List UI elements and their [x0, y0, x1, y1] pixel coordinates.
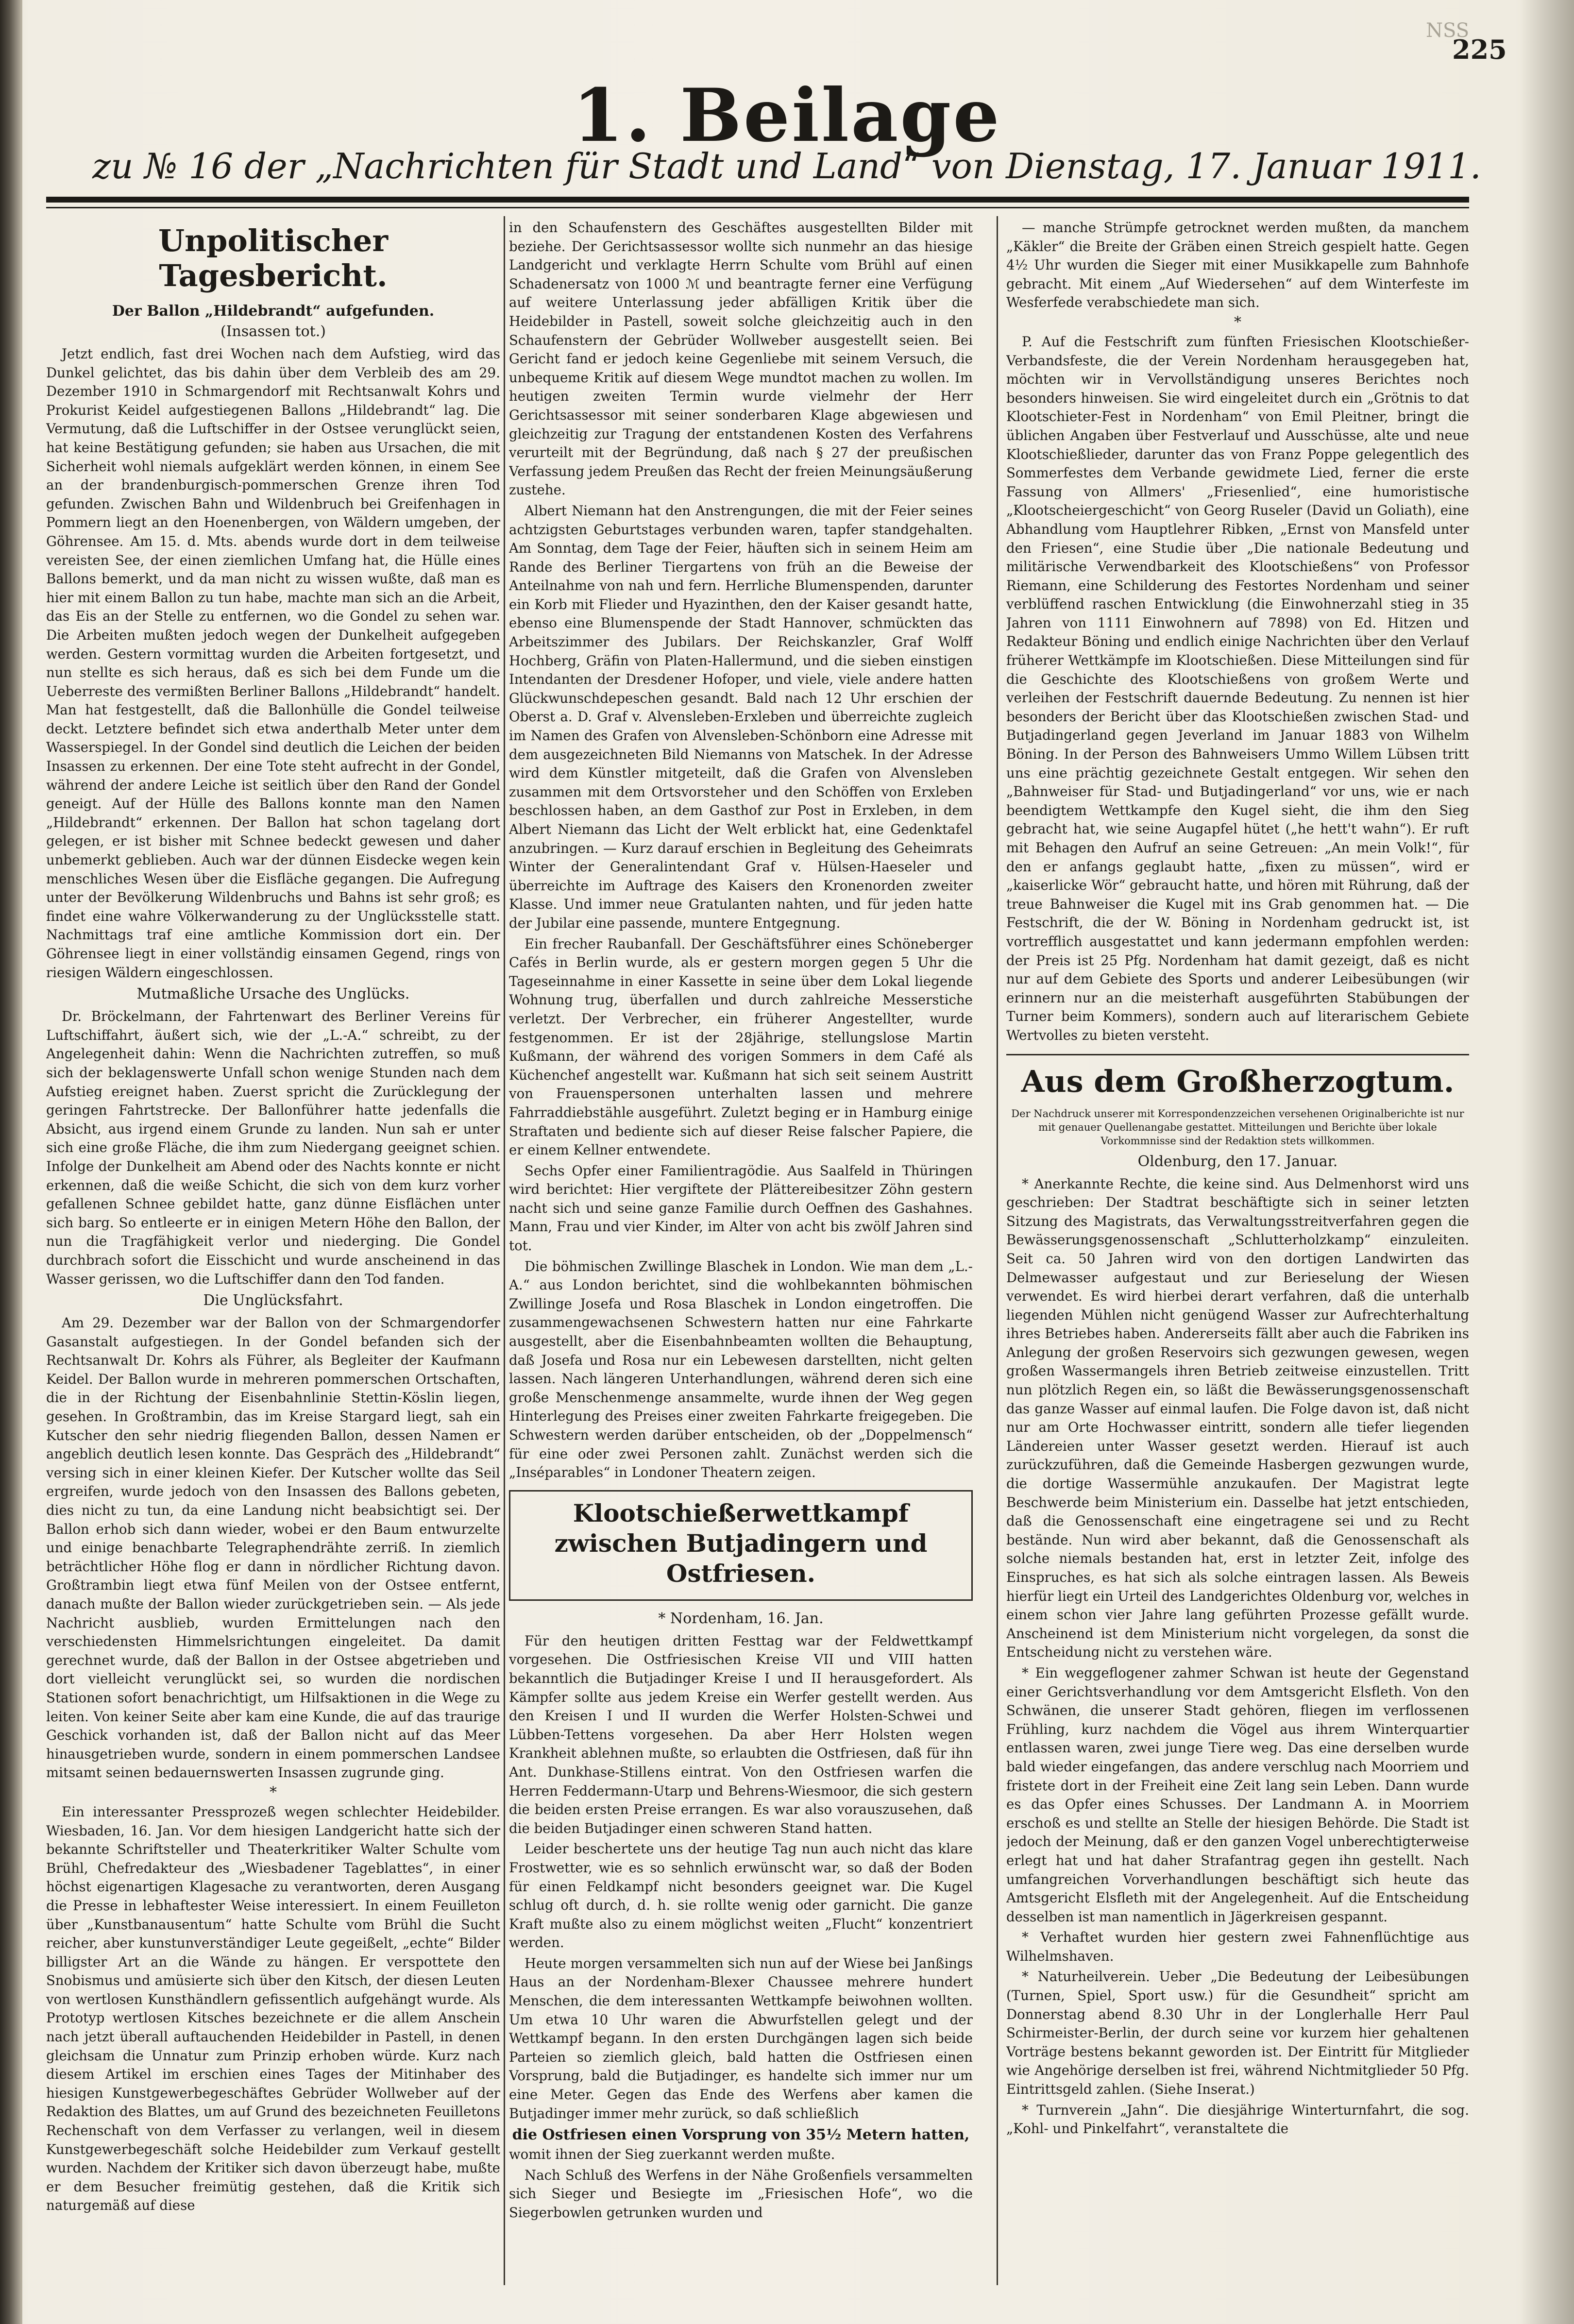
column-divider — [504, 216, 505, 2285]
supplement-title: 1. Beilage — [573, 73, 1001, 158]
column-3 — [1006, 219, 1469, 2288]
dateline: * Nordenham, 16. Jan. — [658, 1610, 824, 1627]
article-subhead: Die Unglücksfahrt. — [203, 1292, 343, 1309]
header-rule-thick — [46, 197, 1469, 203]
article-subhead: (Insassen tot.) — [220, 323, 326, 340]
supplement-subtitle: zu № 16 der „Nachrichten für Stadt und Land“ von Dienstag, 17. Januar 1911. — [92, 146, 1481, 187]
separator-star: * — [1234, 313, 1241, 331]
article-paragraph: Sechs Opfer einer Familientragödie. Aus Saalfeld in Thüringen wird berichtet: Hier vergiftete der Plättereibesitzer Zöhn gestern nacht sich und seine ganze Familie durch Oeffnen des Gashahnes. Mann, Frau und vier Kinder, im Alter von acht bis zwölf Jahren sind tot. — [509, 1162, 973, 1254]
article-paragraph: Ein frecher Raubanfall. Der Geschäftsführer eines Schöneberger Cafés in Berlin wurde, als er gestern morgen gegen 5 Uhr die Tageseinnahme in einer Kassette in seine über dem Lokal liegende Wohnung trug, überfallen und durch zahlreiche Messerstiche verletzt. Der Verbrecher, ein früherer Angestellter, wurde festgenommen. Er ist der 28jährige, stellungslose Martin Kußmann, der während des vorigen Sommers in dem Café als Küchenchef angestellt war. Kußmann hat sich seit seinem Austritt von Frauenspersonen unterhalten lassen und mehrere Fahrraddiebstähle ausgeführt. Zuletzt beging er in Hamburg einige Straftaten und bediente sich auf dieser Reise falscher Papiere, die er einem Kellner entwendete. — [509, 935, 973, 1158]
article-paragraph: Albert Niemann hat den Anstrengungen, die mit der Feier seines achtzigsten Geburtstages verbunden waren, tapfer standgehalten. Am Sonntag, dem Tage der Feier, häuften sich in seinem Heim am Rande des Berliner Tiergartens von früh an die Beweise der Anteilnahme von nah und fern. Herrliche Blumenspenden, darunter ein Korb mit Flieder und Hyazinthen, den der Kaiser gesandt hatte, ebenso eine Blumenspende der Stadt Hannover, schmückten das Arbeitszimmer des Jubilars. Der Reichskanzler, Graf Wolff Hochberg, Gräfin von Platen-Hallermund, und die sieben einstigen Intendanten der Dresdener Hofoper, und viele, viele andere hatten Glückwunschdepeschen gesandt. Bald nach 12 Uhr erschien der Oberst a. D. Graf v. Alvensleben-Erxleben und überreichte zugleich im Namen des Grafen von Alvensleben-Schönborn eine Adresse mit dem ausgezeichneten Bild Niemanns von Matschek. In der Adresse wird dem Künstler mitgeteilt, daß die Grafen von Alvensleben zusammen mit dem Ortsvorsteher und den Schöffen von Erxleben beschlossen haben, an dem Gasthof zur Post in Erxleben, in dem Albert Niemann das Licht der Welt erblickt hat, eine Gedenktafel anzubringen. — Kurz darauf erschien in Begleitung des Geheimrats Winter der Generalintendant Graf v. Hülsen-Haeseler und überreichte im Auftrage des Kaisers den Kronenorden zweiter Klasse. Und immer neue Gratulanten nahten, und für jeden hatte der Jubilar eine passende, muntere Entgegnung. — [509, 502, 973, 931]
article-paragraph: * Naturheilverein. Ueber „Die Bedeutung der Leibesübungen (Turnen, Spiel, Sport usw.) für die Gesundheit“ spricht am Donnerstag abend 8.30 Uhr in der Longlerhalle Herr Paul Schirmeister-Berlin, der durch seine vor kurzem hier gehaltenen Vorträge bestens bekannt geworden ist. Der Eintritt für Mitglieder wie Angehörige derselben ist frei, während Nichtmitglieder 50 Pfg. Eintrittsgeld zahlen. (Siehe Inserat.) — [1006, 1968, 1469, 2098]
book-spine — [0, 0, 22, 2324]
reprint-note: Der Nachdruck unserer mit Korrespondenzzeichen versehenen Originalberichte ist nur mit genauer Quellenangabe gestattet. Mitteilungen und Berichte über lokale Vorkommnisse sind der Redaktion stets willkommen. — [1011, 1107, 1464, 1147]
article-paragraph: Dr. Bröckelmann, der Fahrtenwart des Berliner Vereins für Luftschiffahrt, äußert sich, wie der „L.-A.“ schreibt, zu der Angelegenheit dahin: Wenn die Nachrichten zutreffen, so muß sich der beklagenswerte Unfall schon wenige Stunden nach dem Aufstieg ereignet haben. Zuerst spricht die Zurücklegung der geringen Fahrtstrecke. Der Ballonführer hatte jedenfalls die Absicht, aus irgend einem Grunde zu landen. Nun sah er unter sich eine große Fläche, die ihm zum Niedergang geeignet schien. Infolge der Dunkelheit am Abend oder des Nachts konnte er nicht erkennen, daß die weiße Schicht, die sich von dem kurz vorher gefallenen Schnee gebildet hatte, ganz dünne Eisflächen unter sich barg. So entleerte er in einigen Metern Höhe den Ballon, der nun die Tragfähigkeit verlor und niederging. Die Gondel durchbrach sofort die Eisschicht und wurde anscheinend in das Wasser gerissen, wo die Luftschiffer dann den Tod fanden. — [46, 1008, 500, 1287]
article-paragraph: womit ihnen der Sieg zuerkannt werden mußte. — [509, 2146, 835, 2163]
article-paragraph: in den Schaufenstern des Geschäftes ausgestellten Bilder mit beziehe. Der Gerichtsassessor wollte sich nunmehr an das hiesige Landgericht und verklagte Herrn Schulte vom Brühl auf einen Schadenersatz von 1000 ℳ und beantragte ferner eine Verfügung auf weitere Unterlassung jeder abfälligen Kritik über die Heidebilder in Pastell, soweit solche gleichzeitig auch in den Schaufenstern der Gebrüder Wollweber ausgestellt seien. Bei Gericht fand er jedoch keine Gegenliebe mit seinem Versuch, die unbequeme Kritik auf diesem Wege mundtot machen zu wollen. Im heutigen zweiten Termin wurde vielmehr der Herr Gerichtsassessor mit seiner sonderbaren Klage abgewiesen und gleichzeitig zur Tragung der entstandenen Kosten des Verfahrens verurteilt mit der Begründung, daß nach § 27 der preußischen Verfassung jedem Preußen das Recht der freien Meinungsäußerung zustehe. — [509, 220, 973, 498]
article-paragraph: Jetzt endlich, fast drei Wochen nach dem Aufstieg, wird das Dunkel gelichtet, das bis dahin über dem Verbleib des am 29. Dezember 1910 in Schmargendorf mit Rechtsanwalt Kohrs und Prokurist Keidel aufgestiegenen Ballons „Hildebrandt“ lag. Die Vermutung, daß die Luftschiffer in der Ostsee verunglückt seien, hat keine Bestätigung gefunden; sie haben aus Ursachen, die mit Sicherheit wohl niemals aufgeklärt werden können, in einem See an der brandenburgisch-pommerschen Grenze ihren Tod gefunden. Zwischen Bahn und Wildenbruch bei Greifenhagen in Pommern liegt an den Hoenenbergen, von Wäldern umgeben, der Göhrensee. Am 15. d. Mts. abends wurde dort in dem teilweise vereisten See, der einen ziemlichen Umfang hat, die Hülle eines Ballons bemerkt, und da man nicht zu wissen wußte, daß man es hier mit einem Ballon zu tun habe, machte man sich an die Arbeit, das Eis an der Stelle zu entfernen, wo die Gondel zu sehen war. Die Arbeiten mußten jedoch wegen der Dunkelheit aufgegeben werden. Gestern vormittag wurden die Arbeiten fortgesetzt, und nun stellte es sich heraus, daß es sich bei dem Funde um die Ueberreste des vermißten Berliner Ballons „Hildebrandt“ handelt. Man hat festgestellt, daß die Ballonhülle die Gondel teilweise deckt. Letztere befindet sich etwa anderthalb Meter unter dem Wasserspiegel. In der Gondel sind deutlich die Leichen der beiden Insassen zu erkennen. Der eine Tote steht aufrecht in der Gondel, während der andere Leiche ist seitlich über den Rand der Gondel geneigt. Auf der Hülle des Ballons konnte man den Namen „Hildebrandt“ erkennen. Der Ballon hat schon tagelang dort gelegen, er ist bisher mit Schnee bedeckt gewesen und daher unbemerkt geblieben. Auch war der dünnen Eisdecke wegen kein menschliches Wesen über die Eisfläche gegangen. Die Aufregung unter der Bevölkerung Wildenbruchs und Bahns ist sehr groß; es findet eine wahre Völkerwanderung zu der Unglücksstelle statt. Nachmittags traf eine amtliche Kommission dort ein. Der Göhrensee liegt in einer vollständig einsamen Gegend, rings von riesigen Wäldern eingeschlossen. — [46, 346, 500, 981]
article-paragraph: * Anerkannte Rechte, die keine sind. Aus Delmenhorst wird uns geschrieben: Der Stadtrat beschäftigte sich in seiner letzten Sitzung des Magistrats, das Verwaltungsstreitverfahren gegen die Bewässerungsgenossenschaft „Schlutterholzkamp“ einzuleiten. Seit ca. 50 Jahren wird von den dortigen Landwirten das Delmewasser aufgestaut und zur Berieselung der Wiesen verwendet. Es wird hierbei derart verfahren, daß die unterhalb liegenden Mühlen nicht genügend Wasser zur Aufrechterhaltung ihres Betriebes haben. Andererseits fällt aber auch die Fabriken ins Anlegung der großen Reservoirs sich gezwungen gewesen, wegen großen Wassermangels ihren Betrieb zeitweise einzustellen. Tritt nun plötzlich Regen ein, so läßt die Bewässerungsgenossenschaft das ganze Wasser auf einmal laufen. Die Folge davon ist, daß nicht nur am Orte Hochwasser eintritt, sondern alle tiefer liegenden Ländereien unter Wasser gesetzt werden. Hierauf ist auch zurückzuführen, daß die Gemeinde Hasbergen gezwungen wurde, die dortige Wassermühle anzukaufen. Der Magistrat legte Beschwerde beim Ministerium ein. Dasselbe hat jetzt entschieden, daß die Genossenschaft eine eingetragene sei und zu Recht bestände. Nun wird aber bekannt, daß die Genossenschaft als solche niemals bestanden hat, erst in letzter Zeit, infolge des Einspruches, es hat sich als solche eintragen lassen. Als Beweis hierfür liegt ein Urteil des Landgerichtes Oldenburg vor, welches in einem schon vier Jahre lang geführten Prozesse gefällt wurde. Anscheinend ist dem Ministerium nicht vorgelegen, da sonst die Entscheidung nicht zu verstehen wäre. — [1006, 1175, 1469, 1661]
section-headline: Unpolitischer Tagesbericht. — [158, 223, 388, 293]
article-paragraph: Die böhmischen Zwillinge Blaschek in London. Wie man dem „L.-A.“ aus London berichtet, sind die wohlbekannten böhmischen Zwillinge Josefa und Rosa Blaschek in London eingetroffen. Die zusammengewachsenen Schwestern hatten nur eine Fahrkarte ausgestellt, aber die Eisenbahnbeamten wollten die Behauptung, daß Josefa und Rosa nur ein Lebewesen darstellten, nicht gelten lassen. Nach längeren Unterhandlungen, während deren sich eine große Menschenmenge ansammelte, wurde ihnen der Weg gegen Hinterlegung des Preises einer zweiten Fahrkarte freigegeben. Die Schwestern werden darüber entscheiden, ob der „Doppelmensch“ für eine oder zwei Personen zahlt. Zunächst werden sich die „Inséparables“ in Londoner Theatern zeigen. — [509, 1258, 973, 1481]
headline-box — [509, 1490, 973, 1601]
article-paragraph: * Ein weggeflogener zahmer Schwan ist heute der Gegenstand einer Gerichtsverhandlung vor dem Amtsgericht Elsfleth. Von den Schwänen, die unserer Stadt gehören, fliegen im verflossenen Frühling, kurz nachdem die Vögel aus ihrem Winterquartier entlassen waren, zwei junge Tiere weg. Das eine derselben wurde bald wieder eingefangen, das andere verschlug nach Moorriem und fristete dort in der Freiheit eine Zeit lang sein Leben. Dann wurde es das Opfer eines Schusses. Der Landmann A. in Moorriem erschoß es und stellte an Stelle der hiesigen Behörde. Die Stadt ist jedoch der Meinung, daß er den ganzen Vogel unberechtigterweise erlegt hat und hat daher Strafantrag gegen ihn gestellt. Nach umfangreichen Vorverhandlungen beschäftigt sich heute das Amtsgericht Elsfleth mit der Angelegenheit. Auf die Entscheidung desselben ist man namentlich in Jägerkreisen gespannt. — [1006, 1664, 1469, 1925]
page-number: 225 — [1452, 34, 1507, 65]
article-paragraph: Ein interessanter Pressprozeß wegen schlechter Heidebilder. Wiesbaden, 16. Jan. Vor dem hiesigen Landgericht hatte sich der bekannte Schriftsteller und Theaterkritiker Walter Schulte vom Brühl, Chefredakteur des „Wiesbadener Tageblattes“, in einer höchst eigenartigen Klagesache zu verantworten, deren Ausgang die Presse in lebhaftester Weise interessiert. In einem Feuilleton über „Kunstbanausentum“ hatte Schulte vom Brühl die Sucht reicher, aber kunstunverständiger Leute gegeißelt, „echte“ Bilder billigster Art an die Wände zu hängen. Er verspottete den Snobismus und amüsierte sich über den Kitsch, der diesen Leuten von wertlosen Kunsthändlern gefissentlich aufgehängt wurde. Als Prototyp wertlosen Kitsches bezeichnete er die allem Anschein nach jetzt überall auftauchenden Heidebilder in Pastell, in denen gleichsam die Unnatur zum Prinzip erhoben würde. Kurz nach diesem Artikel im erschien eines Tages der Mitinhaber des hiesigen Kunstgewerbegeschäftes Gebrüder Wollweber auf der Redaktion des Blattes, um auf Grund des bezeichneten Feuilletons Rechenschaft von dem Verfasser zu verlangen, weil in diesem Kunstgewerbegeschäft solche Heidebilder zum Verkauf gestellt wurden. Nachdem der Kritiker sich davon überzeugt habe, mußte er dem Besucher freimütig gestehen, daß die Kritik sich naturgemäß auf diese — [46, 1803, 500, 2214]
column-divider — [997, 216, 998, 2285]
article-paragraph: Heute morgen versammelten sich nun auf der Wiese bei Janßings Haus an der Nordenham-Blexer Chaussee mehrere hundert Menschen, die dem interessanten Wettkampfe beiwohnen wollten. Um etwa 10 Uhr waren die Abwurfstellen gelegt und der Wettkampf begann. In den ersten Durchgängen lagen sich beide Parteien so ziemlich gleich, bald hatten die Ostfriesen einen Vorsprung, bald die Butjadinger, es handelte sich immer nur um eine Meter. Gegen das Ende des Werfens aber kamen die Butjadinger immer mehr zurück, so daß schließlich — [509, 1955, 973, 2121]
article-paragraph: — manche Strümpfe getrocknet werden mußten, da manchem „Käkler“ die Breite der Gräben einen Streich gespielt hatte. Gegen 4½ Uhr wurden die Sieger mit einer Musikkapelle zum Bahnhofe gebracht. Mit einem „Auf Wiedersehen“ auf dem Winterfeste im Wesferfede verabschiedete man sich. — [1006, 220, 1469, 311]
article-paragraph: Leider beschertete uns der heutige Tag nun auch nicht das klare Frostwetter, wie es so sehnlich erwünscht war, so daß der Boden für einen Feldkampf nicht besonders geeignet war. Die Kugel schlug oft durch, d. h. sie rollte wenig oder garnicht. Die ganze Kraft mußte also zu einem möglichst weiten „Flucht“ konzentriert werden. — [509, 1841, 973, 1951]
article-paragraph: P. Auf die Festschrift zum fünften Friesischen Klootschießer-Verbandsfeste, die der Verein Nordenham herausgegeben hat, möchten wir in Vervollständigung unseres Berichtes noch besonders hinweisen. Sie wird eingeleitet durch ein „Grötnis to dat Klootschieter-Fest in Nordenham“ von Emil Pleitner, bringt die üblichen Angaben über Festverlauf und Ausschüsse, alte und neue Klootschießlieder, darunter das von Franz Poppe gelegentlich des Sommerfestes dem Verbande gewidmete Lied, ferner die erste Fassung von Allmers' „Friesenlied“, eine humoristische „Klootscheiergeschicht“ von Georg Ruseler (David un Goliath), eine Abhandlung vom Hauptlehrer Ribken, „Ernst von Mansfeld unter den Friesen“, eine Studie über „Die nationale Bedeutung und militärische Verwendbarkeit des Klootschießens“ von Professor Riemann, eine Schilderung des Festortes Nordenham und seiner verblüffend raschen Entwicklung (die Einwohnerzahl stieg in 35 Jahren von 1111 Einwohnern auf 7898) von Ed. Hitzen und Redakteur Böning und endlich einige Nachrichten über den Verlauf früherer Wettkämpfe im Klootschießen. Diese Mitteilungen sind für die Geschichte des Klootschießens von großem Werte und verleihen der Festschrift dauernde Bedeutung. Zu nennen ist hier besonders der Bericht über das Klootschießen zwischen Stad- und Butjadingerland gegen Jeverland im Januar 1883 von Wilhelm Böning. In der Person des Bahnweisers Ummo Willem Lübsen tritt uns eine prächtig gezeichnete Gestalt entgegen. Wir sehen den „Bahnweiser für Stad- und Butjadingerland“ vor uns, wie er nach beendigtem Wettkampfe den Kugel sieht, die ihm den Sieg gebracht hat, wie seine Augapfel hütet („he hett't wahn“). Er ruft mit Behagen den Aufruf an seine Getreuen: „An mein Volk!“, für den er anfangs geglaubt hatte, „fixen zu müssen“, wird er „kaiserlicke Wör“ gebraucht hatte, und hören mit Rührung, daß der treue Bahnweiser die Kugel mit ins Grab genommen hat. — Die Festschrift, die der W. Böning in Nordenham gedruckt ist, ist vortrefflich ausgestattet und kann jedermann empfohlen werden: der Preis ist 25 Pfg. Nordenham hat damit gezeigt, daß es nicht nur auf dem Gebiete des Sports und anderer Leibesübungen (wir erinnern nur an die meisterhaft ausgeführten Stabübungen der Turner beim Kommers), sondern auch auf literarischem Gebiete Wertvolles zu bieten versteht. — [1006, 333, 1469, 1043]
article-subhead: Der Ballon „Hildebrandt“ aufgefunden. — [112, 303, 435, 320]
article-paragraph: Am 29. Dezember war der Ballon von der Schmargendorfer Gasanstalt aufgestiegen. In der Gondel befanden sich der Rechtsanwalt Dr. Kohrs als Führer, als Begleiter der Kaufmann Keidel. Der Ballon wurde in mehreren pommerschen Ortschaften, die in der Richtung der Eisenbahnlinie Stettin-Köslin liegen, gesehen. In Großtrambin, das im Kreise Stargard liegt, sah ein Kutscher den sehr niedrig fliegenden Ballon, dessen Namen er angeblich deutlich lesen konnte. Das Gespräch des „Hildebrandt“ versing sich in einer kleinen Kiefer. Der Kutscher wollte das Seil ergreifen, wurde jedoch von den Insassen des Ballons gebeten, dies nicht zu tun, da eine Landung nicht beabsichtigt sei. Der Ballon erhob sich dann wieder, wobei er den Baum entwurzelte und einige benachbarte Telegraphendrähte zerriß. In ziemlich beträchtlicher Höhe flog er dann in nördlicher Richtung davon. Großtrambin liegt etwa fünf Meilen von der Ostsee entfernt, danach mußte der Ballon wieder zurückgetrieben sein. — Als jede Nachricht ausblieb, wurden Ermittelungen nach den verschiedensten Himmelsrichtungen eingeleitet. Da damit gerechnet wurde, daß der Ballon in der Ostsee abgetrieben und dort vielleicht verunglückt sei, so wurden die nordischen Stationen sofort benachrichtigt, um Hilfsaktionen in die Wege zu leiten. Von keiner Seite aber kam eine Kunde, die auf das traurige Geschick vorhanden ist, daß der Ballon nicht auf das Meer hinausgetrieben wurde, sondern in einem pommerschen Landsee mitsamt seinen bedauernswerten Insassen zugrunde ging. — [46, 1315, 500, 1781]
pencil-mark: NSS — [1426, 19, 1470, 42]
separator-star: * — [270, 1783, 277, 1801]
dateline: Oldenburg, den 17. Januar. — [1137, 1153, 1338, 1170]
column-2 — [509, 219, 973, 2288]
section-rule — [1006, 1054, 1469, 1055]
article-paragraph: * Turnverein „Jahn“. Die diesjährige Winterturnfahrt, die sog. „Kohl- und Pinkelfahrt“, veranstaltete die — [1006, 2102, 1469, 2137]
article-paragraph: * Verhaftet wurden hier gestern zwei Fahnenflüchtige aus Wilhelmshaven. — [1006, 1929, 1469, 1964]
article-paragraph: Für den heutigen dritten Festtag war der Feldwettkampf vorgesehen. Die Ostfriesischen Kreise VII und VIII hatten bekanntlich die Butjadinger Kreise I und II herausgefordert. Als Kämpfer sollte aus jedem Kreise ein Werfer gestellt werden. Aus den Kreisen I und II wurden die Werfer Holsten-Schwei und Lübben-Tettens vorgesehen. Da aber Herr Holsten wegen Krankheit ablehnen mußte, so erlaubten die Ostfriesen, daß für ihn Ant. Dunkhase-Stillens eintrat. Von den Ostfriesen warfen die Herren Feddermann-Utarp und Behrens-Wiesmoor, die sich gestern die beiden ersten Preise errangen. Es war also vorauszusehen, daß die beiden Butjadinger einen schweren Stand hatten. — [509, 1632, 973, 1836]
article-subhead: Mutmaßliche Ursache des Unglücks. — [136, 985, 410, 1003]
section-headline: Klootschießerwettkampf zwischen Butjadingern und Ostfriesen. — [554, 1498, 928, 1588]
column-1 — [46, 219, 500, 2288]
result-line: die Ostfriesen einen Vorsprung von 35½ Metern hatten, — [512, 2126, 970, 2144]
section-headline: Aus dem Großherzogtum. — [1021, 1063, 1455, 1099]
page-edge-shadow — [1521, 0, 1574, 2324]
header-rule-thin — [46, 207, 1469, 208]
article-paragraph: Nach Schluß des Werfens in der Nähe Großenfiels versammelten sich Sieger und Besiegte im „Friesischen Hofe“, wo die Siegerbowlen getrunken wurden und — [509, 2167, 973, 2221]
